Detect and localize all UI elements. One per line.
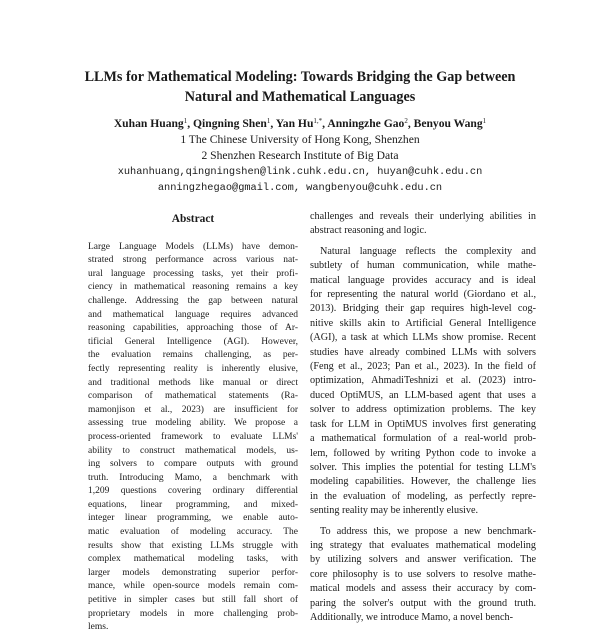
text-line: task for LLM in OptiMUS involves first generating: [310, 418, 536, 430]
text-line: petitive in simpler cases but still fall short of: [88, 595, 298, 606]
text-line: assessing true modeling ability. We propose a: [88, 418, 298, 429]
text-line: for representing the natural world (Giordano et al.,: [310, 289, 536, 301]
text-line: Large Language Models (LLMs) have demon-: [88, 241, 298, 252]
title-line: Natural and Mathematical Languages: [184, 89, 416, 105]
affiliation-mark: 2: [404, 117, 408, 125]
text-line: comparison of mathematical statements (Ra-: [88, 391, 298, 402]
text-line: and mathematical language requires advanced: [88, 309, 298, 320]
text-line: reasoning capabilities, approaching those of Ar-: [88, 323, 298, 334]
affiliation-mark: 1: [183, 117, 188, 125]
text-line: mamonjison et al., 2023) are insufficient for: [88, 404, 298, 415]
text-line: fectly representing reality is inherently elusive,: [88, 363, 298, 374]
body-paragraph: [310, 525, 536, 626]
text-line: subtlety of human communication, while mathe-: [310, 260, 536, 272]
text-line: nitive skills akin to Artificial General Intelligence: [310, 317, 536, 329]
text-line: solver. This implies the potential for testing LLM's: [310, 461, 536, 473]
text-line: challenges and reveals their underlying abilities in: [310, 211, 536, 222]
affiliation-mark: 1,*: [313, 117, 323, 125]
text-line: paring the solver's output with the ground truth.: [310, 597, 536, 609]
author-list: Xuhan Huang$^1$, Qingning Shen$^1$, Yan $Hu^{1,*}$, Anningzhe Gao$^2$, Benyou Wang$^1$: [113, 117, 487, 130]
text-line: process-oriented framework to evaluate LLMs': [88, 431, 298, 442]
text-line: ing strategy that evaluates mathematical modeling: [310, 539, 536, 551]
text-line: matic evaluation of modeling accuracy. The: [88, 527, 298, 538]
text-line: Natural language reflects the complexity and: [320, 245, 536, 257]
title-line: LLMs for Mathematical Modeling: Towards Bridging the Gap between: [84, 69, 516, 85]
text-line: abstract reasoning and logic.: [310, 225, 427, 237]
text-line: 1,209 questions covering ordinary differential: [88, 486, 298, 497]
affiliation-mark: 1: [482, 117, 487, 125]
text-line: To address this, we propose a new benchmark-: [320, 525, 536, 537]
text-line: tificial General Intelligence (AGI). However,: [88, 336, 298, 347]
affiliation-mark: 1: [266, 117, 271, 125]
author-block: [40, 113, 560, 196]
affiliation: 2 Shenzhen Research Institute of Big Data: [201, 149, 399, 162]
text-line: by utilizing solvers and answer verification. The: [310, 554, 536, 566]
text-line: matical language provides accuracy and is ideal: [310, 274, 536, 286]
author-name: Xuhan Huang: [113, 117, 184, 130]
text-line: duced OptiMUS, an LLM-based agent that uses a: [310, 389, 536, 401]
author-name: Qingning Shen: [193, 117, 267, 130]
text-line: ciency in mathematical reasoning remains a key: [88, 282, 298, 293]
text-line: (AGI), a task at which LLMs show promise. Recent: [310, 332, 536, 344]
text-line: optimization, AhmadiTeshnizi et al. (2023) intro-: [310, 375, 536, 387]
text-line: and traditional methods like manual or direct: [88, 377, 298, 388]
text-line: solver to address optimization problems. The key: [310, 404, 536, 416]
body-paragraph: [310, 245, 536, 519]
text-line: the evaluation remains challenging, as per-: [88, 350, 298, 361]
text-line: lems.: [88, 622, 109, 633]
text-line: a mathematical formulation of a real-world prob-: [310, 433, 536, 445]
text-line: ural language processing tasks, yet their profi-: [88, 268, 298, 279]
text-line: studies have already combined LLMs with solvers: [310, 346, 536, 358]
text-line: 2013). Bridging their gap requires high-level cog-: [310, 303, 536, 315]
text-line: in the evaluation of modeling, as perfectly repre-: [310, 490, 536, 502]
text-line: strated strong performance across various nat-: [88, 255, 298, 266]
text-line: lem, followed by writing Python code to invoke a: [310, 447, 536, 459]
email-line: anningzhegao@gmail.com, wangbenyou@cuhk.edu.cn: [157, 182, 443, 194]
text-line: senting reality may be inherently elusive.: [310, 505, 479, 517]
body-paragraph: [310, 210, 536, 239]
text-line: ability to construct mathematical models, us-: [88, 445, 298, 456]
text-line: core philosophy is to use solvers to resolve mathe-: [310, 568, 536, 580]
text-line: results show that existing LLMs struggle with: [88, 540, 298, 551]
text-line: mance, while open-source models remain com-: [88, 581, 298, 592]
text-line: larger models demonstrating superior perfor-: [88, 567, 298, 578]
text-line: (Feng et al., 2023; Pan et al., 2023). In the field of: [310, 361, 536, 373]
text-line: proprietary models in more challenging prob-: [88, 608, 298, 619]
left-column: [88, 210, 298, 635]
text-line: ing solvers to compare outputs with ground: [88, 459, 298, 470]
abstract-heading: Abstract: [171, 213, 215, 225]
author-name: Yan Hu: [275, 117, 314, 130]
right-column: [310, 210, 536, 625]
text-line: matical models and assess their accuracy by com-: [310, 583, 536, 595]
text-line: modeling capabilities. However, the challenge lies: [310, 476, 536, 488]
author-name: Benyou Wang: [413, 117, 483, 130]
text-line: integer linear programming, we enable auto-: [88, 513, 298, 524]
text-line: complex mathematical modeling tasks, with: [88, 554, 298, 565]
email-line: xuhanhuang,qingningshen@link.cuhk.edu.cn, huyan@cuhk.edu.cn: [117, 166, 483, 178]
author-name: Anningzhe Gao: [327, 117, 405, 130]
text-line: equations, linear programming, and mixed-: [88, 499, 298, 510]
abstract-body: [88, 241, 298, 635]
affiliation: 1 The Chinese University of Hong Kong, Shenzhen: [180, 133, 420, 146]
paper-title: [40, 67, 560, 107]
text-line: Additionally, we introduce Mamo, a novel bench-: [310, 611, 514, 623]
text-line: truth. Introducing Mamo, a benchmark with: [88, 472, 298, 483]
text-line: challenge. Addressing the gap between natural: [88, 295, 298, 306]
